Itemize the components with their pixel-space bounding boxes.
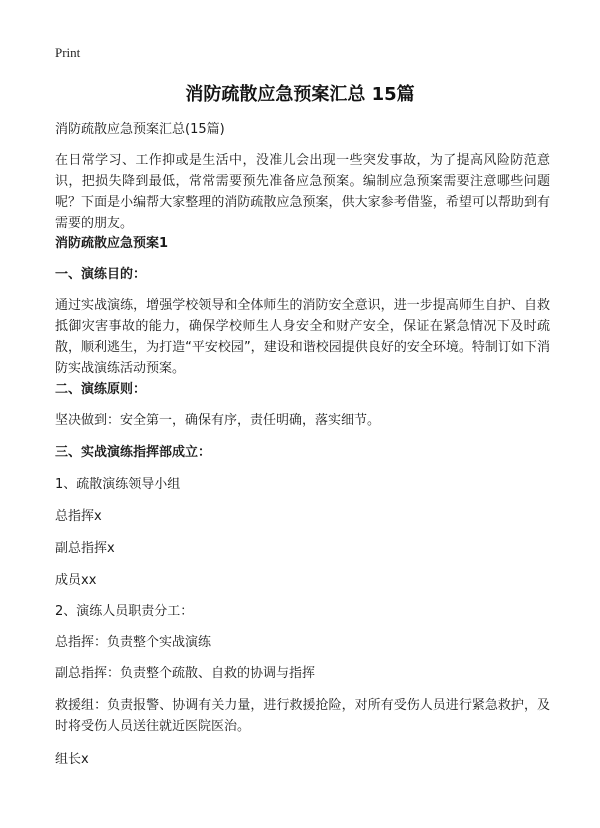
item-2-label: 2、演练人员职责分工： <box>55 604 194 619</box>
item-1-label: 1、疏散演练领导小组 <box>55 477 181 492</box>
section-1-body: 通过实战演练，增强学校领导和全体师生的消防安全意识，进一步提高师生自护、自救抵御灾害事故的能力，确保学校师生人身安全和财产安全，保证在紧急情况下及时疏散，顺利逃生，为打造“平安校园”，建设和谐校园提供良好的安全环境。特制订如下消防实战演练活动预案。 <box>55 298 550 376</box>
duty-commander-line: 总指挥：负责整个实战演练 <box>55 635 212 650</box>
rescue-group-paragraph: 救援组：负责报警、协调有关力量，进行救援抢险，对所有受伤人员进行紧急救护，及时将受伤人员送往就近医院医治。 <box>55 698 550 734</box>
plan-1-heading: 消防疏散应急预案1 <box>55 236 169 251</box>
section-2-heading: 二、演练原则： <box>55 382 147 397</box>
members-line: 成员xx <box>55 573 97 588</box>
section-1-heading: 一、演练目的： <box>55 267 147 282</box>
group-leader-line: 组长x <box>55 752 89 767</box>
section-2-body: 坚决做到：安全第一，确保有序，责任明确，落实细节。 <box>55 413 381 428</box>
commander-line: 总指挥x <box>55 509 102 524</box>
section-3-heading: 三、实战演练指挥部成立： <box>55 445 212 460</box>
document-subtitle: 消防疏散应急预案汇总(15篇) <box>55 122 225 137</box>
document-title: 消防疏散应急预案汇总 15篇 <box>185 84 415 105</box>
vice-commander-line: 副总指挥x <box>55 541 115 556</box>
print-label[interactable]: Print <box>55 45 81 60</box>
duty-vice-commander-line: 副总指挥：负责整个疏散、自救的协调与指挥 <box>55 666 316 681</box>
intro-paragraph: 在日常学习、工作抑或是生活中，没准儿会出现一些突发事故，为了提高风险防范意识，把损失降到最低，常常需要预先准备应急预案。编制应急预案需要注意哪些问题呢？下面是小编帮大家整理的消防疏散应急预案，供大家参考借鉴，希望可以帮助到有需要的朋友。 <box>55 153 550 231</box>
